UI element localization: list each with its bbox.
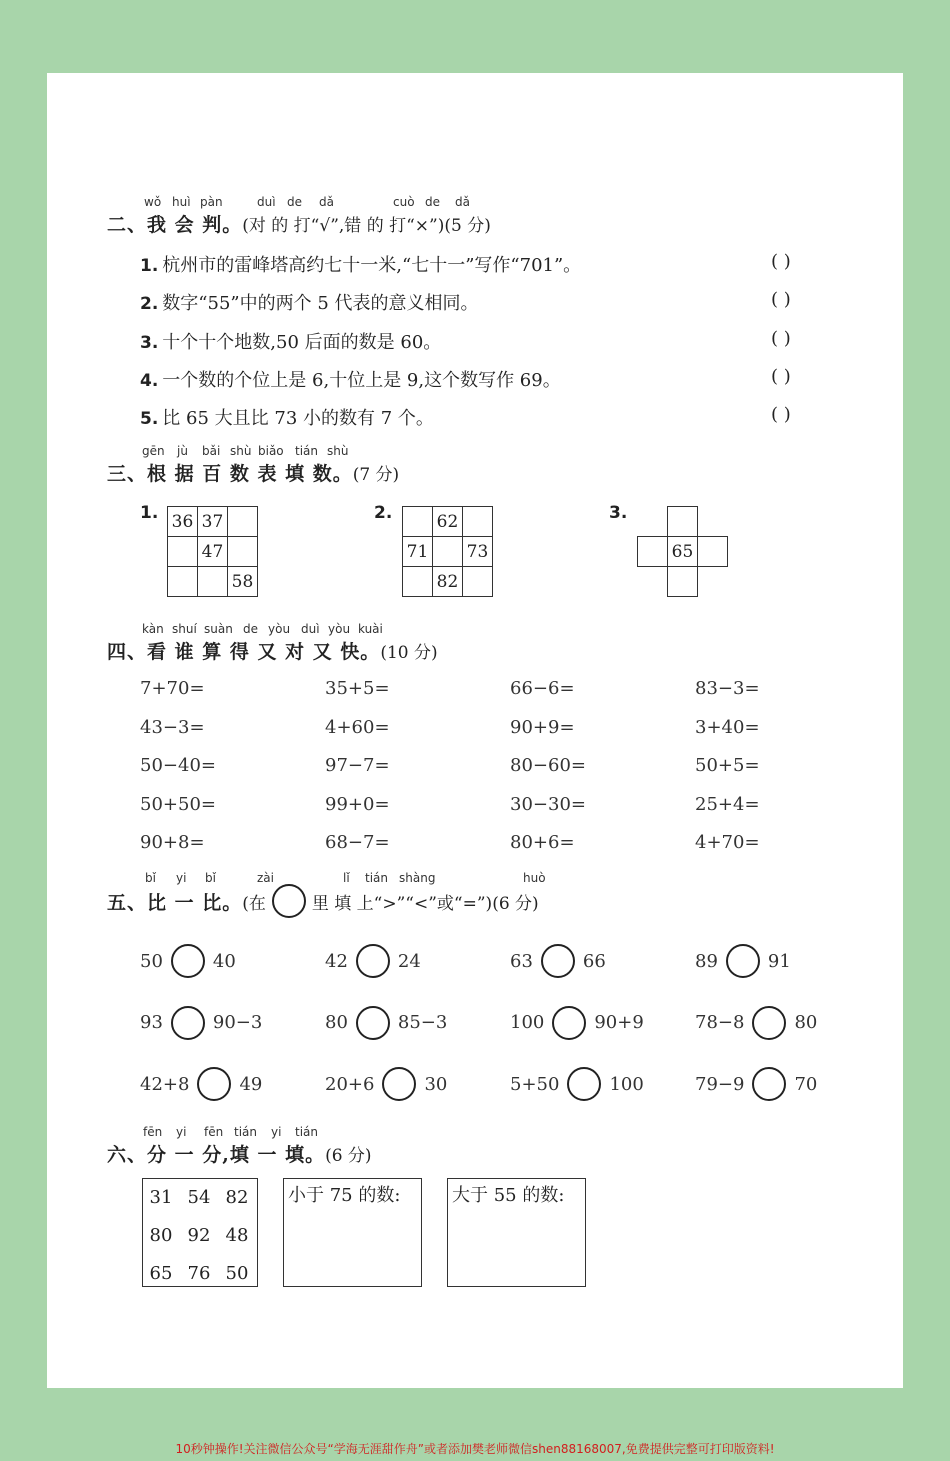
compare-item bbox=[325, 944, 421, 978]
s3-pinyin-3: bǎi bbox=[202, 444, 221, 458]
calc-problem[interactable]: 43−3= bbox=[140, 716, 205, 738]
s2-pinyin-8: de bbox=[425, 195, 440, 209]
calc-problem[interactable]: 50+5= bbox=[695, 755, 760, 776]
grid-cell[interactable] bbox=[198, 567, 228, 597]
compare-left: 79−9 bbox=[695, 1073, 745, 1095]
grid-cell: 37 bbox=[198, 507, 228, 537]
answer-circle-icon[interactable] bbox=[726, 944, 760, 978]
s2-answer-5[interactable]: ( ) bbox=[771, 404, 791, 425]
grid-cell[interactable] bbox=[668, 567, 698, 597]
s2-pinyin-5: de bbox=[287, 195, 302, 209]
grid-cell: 65 bbox=[668, 537, 698, 567]
s3-grid-1 bbox=[167, 506, 258, 597]
grid-cell[interactable] bbox=[698, 537, 728, 567]
grid-cell: 71 bbox=[403, 537, 433, 567]
s2-item-4-num: 4. bbox=[140, 371, 159, 391]
s5-pinyin-8: huò bbox=[523, 871, 546, 885]
grid-cell: 62 bbox=[433, 507, 463, 537]
grid-cell[interactable] bbox=[668, 507, 698, 537]
grid-cell[interactable] bbox=[463, 507, 493, 537]
calc-problem[interactable]: 66−6= bbox=[510, 678, 575, 699]
empty-cell bbox=[638, 567, 668, 597]
s3-pinyin-4: shù bbox=[230, 444, 252, 458]
circle-icon bbox=[272, 884, 306, 918]
compare-right: 91 bbox=[767, 950, 791, 972]
answer-circle-icon[interactable] bbox=[171, 944, 205, 978]
s3-title bbox=[107, 459, 399, 486]
s6-pinyin-4: tián bbox=[234, 1125, 257, 1139]
s4-title bbox=[107, 637, 438, 664]
answer-circle-icon[interactable] bbox=[356, 944, 390, 978]
s6-title-sub: (6 分) bbox=[325, 1146, 372, 1166]
compare-right: 80 bbox=[794, 1012, 818, 1033]
grid-cell[interactable] bbox=[403, 567, 433, 597]
number-cell: 80 bbox=[149, 1224, 173, 1246]
answer-circle-icon[interactable] bbox=[567, 1067, 601, 1101]
compare-item bbox=[695, 1067, 817, 1101]
s5-pinyin-2: yi bbox=[176, 871, 187, 885]
grid-cell: 73 bbox=[463, 537, 493, 567]
empty-cell bbox=[638, 507, 668, 537]
compare-right: 66 bbox=[582, 950, 606, 972]
compare-left: 80 bbox=[325, 1012, 348, 1033]
s2-title-text: 二、我 会 判。 bbox=[107, 214, 243, 236]
s2-item-2 bbox=[140, 289, 479, 315]
s2-pinyin-4: duì bbox=[257, 195, 276, 209]
s2-answer-4[interactable]: ( ) bbox=[771, 366, 791, 387]
s2-item-2-num: 2. bbox=[140, 294, 159, 314]
compare-right: 100 bbox=[609, 1073, 644, 1095]
s2-answer-3[interactable]: ( ) bbox=[771, 328, 791, 349]
compare-item bbox=[510, 1006, 644, 1040]
less-than-75-box[interactable] bbox=[283, 1178, 422, 1287]
s5-title bbox=[107, 884, 539, 918]
number-cell: 50 bbox=[225, 1262, 249, 1284]
answer-circle-icon[interactable] bbox=[752, 1006, 786, 1040]
number-cell: 76 bbox=[187, 1262, 211, 1284]
empty-cell bbox=[698, 507, 728, 537]
compare-left: 42+8 bbox=[140, 1073, 190, 1095]
compare-right: 90+9 bbox=[594, 1012, 644, 1033]
s2-pinyin-1: wǒ bbox=[144, 195, 162, 209]
s2-item-3 bbox=[140, 328, 441, 354]
calc-problem[interactable]: 90+8= bbox=[140, 832, 205, 853]
s5-pinyin-1: bǐ bbox=[145, 871, 156, 885]
compare-item bbox=[140, 1067, 262, 1101]
calc-problem[interactable]: 80+6= bbox=[510, 832, 575, 853]
s5-pinyin-6: tián bbox=[365, 871, 388, 885]
s3-pinyin-7: shù bbox=[327, 444, 349, 458]
worksheet-page bbox=[47, 73, 903, 1388]
calc-problem[interactable]: 4+70= bbox=[695, 832, 760, 853]
s2-item-5-num: 5. bbox=[140, 409, 159, 429]
number-cell: 54 bbox=[187, 1186, 211, 1208]
calc-problem[interactable]: 50+50= bbox=[140, 793, 216, 815]
s6-pinyin-3: fēn bbox=[204, 1125, 224, 1139]
s2-item-2-text: 数字“55”中的两个 5 代表的意义相同。 bbox=[162, 293, 479, 314]
s4-pinyin-6: duì bbox=[301, 622, 320, 636]
calc-problem[interactable]: 80−60= bbox=[510, 755, 586, 776]
compare-left: 78−8 bbox=[695, 1012, 745, 1033]
compare-left: 89 bbox=[695, 950, 718, 972]
s6-pinyin-6: tián bbox=[295, 1125, 318, 1139]
compare-item bbox=[140, 1006, 262, 1040]
s6-pinyin-2: yi bbox=[176, 1125, 187, 1139]
s6-pinyin-1: fēn bbox=[143, 1125, 163, 1139]
compare-right: 30 bbox=[424, 1073, 448, 1095]
grid-cell: 36 bbox=[168, 507, 198, 537]
calc-problem[interactable]: 30−30= bbox=[510, 793, 586, 815]
s4-title-sub: (10 分) bbox=[380, 643, 438, 663]
s3-label-3: 3. bbox=[609, 503, 628, 523]
s2-item-4-text: 一个数的个位上是 6,十位上是 9,这个数写作 69。 bbox=[162, 370, 561, 391]
calc-problem[interactable]: 90+9= bbox=[510, 716, 575, 738]
grid-cell[interactable] bbox=[433, 537, 463, 567]
s2-title-sub: (对 的 打“√”,错 的 打“×”)(5 分) bbox=[242, 216, 491, 236]
s3-pinyin-1: gēn bbox=[142, 444, 165, 458]
grid-cell[interactable] bbox=[228, 537, 258, 567]
compare-right: 49 bbox=[239, 1073, 263, 1095]
s3-pinyin-2: jù bbox=[177, 444, 188, 458]
number-cell: 65 bbox=[149, 1262, 173, 1284]
answer-circle-icon[interactable] bbox=[382, 1067, 416, 1101]
s3-label-1: 1. bbox=[140, 503, 159, 523]
number-cell: 31 bbox=[149, 1186, 173, 1208]
s2-pinyin-3: pàn bbox=[200, 195, 223, 209]
s2-item-5 bbox=[140, 404, 434, 430]
s2-pinyin-2: huì bbox=[172, 195, 191, 209]
compare-left: 93 bbox=[140, 1012, 163, 1033]
answer-circle-icon[interactable] bbox=[552, 1006, 586, 1040]
compare-item bbox=[510, 944, 606, 978]
s5-pinyin-3: bǐ bbox=[205, 871, 216, 885]
compare-item bbox=[695, 1006, 817, 1040]
compare-item bbox=[325, 1006, 447, 1040]
s3-grid-3 bbox=[637, 506, 728, 597]
s6-title bbox=[107, 1140, 372, 1167]
calc-problem[interactable]: 97−7= bbox=[325, 755, 390, 776]
answer-circle-icon[interactable] bbox=[752, 1067, 786, 1101]
number-cell: 48 bbox=[225, 1224, 249, 1246]
calc-problem[interactable]: 25+4= bbox=[695, 793, 760, 815]
compare-right: 24 bbox=[397, 950, 421, 972]
answer-circle-icon[interactable] bbox=[356, 1006, 390, 1040]
number-cell: 92 bbox=[187, 1224, 211, 1246]
empty-cell bbox=[698, 567, 728, 597]
calc-problem[interactable]: 4+60= bbox=[325, 716, 390, 738]
s4-pinyin-3: suàn bbox=[204, 622, 233, 636]
grid-cell[interactable] bbox=[168, 567, 198, 597]
less-than-75-label: 小于 75 的数: bbox=[288, 1185, 401, 1206]
calc-problem[interactable]: 50−40= bbox=[140, 755, 216, 776]
calc-problem[interactable]: 35+5= bbox=[325, 678, 390, 699]
s3-grid-2 bbox=[402, 506, 493, 597]
answer-circle-icon[interactable] bbox=[197, 1067, 231, 1101]
s2-answer-2[interactable]: ( ) bbox=[771, 289, 791, 310]
s5-pinyin-4: zài bbox=[257, 871, 274, 885]
s2-answer-1[interactable]: ( ) bbox=[771, 251, 791, 272]
calc-problem[interactable]: 68−7= bbox=[325, 832, 390, 853]
grid-cell[interactable] bbox=[638, 537, 668, 567]
grid-cell[interactable] bbox=[168, 537, 198, 567]
compare-item bbox=[695, 944, 791, 978]
s5-pinyin-7: shàng bbox=[399, 871, 436, 885]
compare-item bbox=[140, 944, 236, 978]
s2-pinyin-7: cuò bbox=[393, 195, 415, 209]
compare-right: 70 bbox=[794, 1073, 818, 1095]
number-table bbox=[142, 1178, 256, 1292]
s3-title-sub: (7 分) bbox=[352, 465, 400, 485]
grid-cell[interactable] bbox=[228, 507, 258, 537]
number-cell: 82 bbox=[225, 1186, 249, 1208]
s2-item-5-text: 比 65 大且比 73 小的数有 7 个。 bbox=[162, 408, 434, 429]
compare-left: 63 bbox=[510, 950, 533, 972]
s2-item-3-text: 十个十个地数,50 后面的数是 60。 bbox=[162, 332, 442, 353]
s4-pinyin-1: kàn bbox=[142, 622, 164, 636]
s2-item-4 bbox=[140, 366, 561, 392]
s3-pinyin-5: biǎo bbox=[258, 444, 284, 458]
compare-left: 20+6 bbox=[325, 1073, 375, 1095]
grid-cell: 58 bbox=[228, 567, 258, 597]
number-box bbox=[142, 1178, 258, 1287]
s3-title-text: 三、根 据 百 数 表 填 数。 bbox=[107, 463, 353, 485]
s3-label-2: 2. bbox=[374, 503, 393, 523]
grid-cell: 82 bbox=[433, 567, 463, 597]
s5-pinyin-5: lǐ bbox=[343, 871, 350, 885]
compare-right: 90−3 bbox=[212, 1012, 263, 1033]
s5-title-sub-b: 里 填 上“>”“<”或“=”)(6 分) bbox=[311, 893, 539, 914]
s2-item-1-num: 1. bbox=[140, 256, 159, 276]
s4-pinyin-5: yòu bbox=[268, 622, 291, 636]
greater-than-55-label: 大于 55 的数: bbox=[452, 1185, 565, 1206]
grid-cell[interactable] bbox=[403, 507, 433, 537]
s4-title-text: 四、看 谁 算 得 又 对 又 快。 bbox=[107, 641, 381, 663]
answer-circle-icon[interactable] bbox=[541, 944, 575, 978]
s3-pinyin-6: tián bbox=[295, 444, 318, 458]
answer-circle-icon[interactable] bbox=[171, 1006, 205, 1040]
s5-title-text: 五、比 一 比。 bbox=[107, 891, 243, 914]
s2-item-1 bbox=[140, 251, 581, 277]
compare-left: 100 bbox=[510, 1012, 545, 1033]
greater-than-55-box[interactable] bbox=[447, 1178, 586, 1287]
s4-pinyin-8: kuài bbox=[358, 622, 383, 636]
calc-problem[interactable]: 7+70= bbox=[140, 678, 205, 699]
calc-problem[interactable]: 3+40= bbox=[695, 716, 760, 738]
compare-item bbox=[325, 1067, 447, 1101]
compare-left: 42 bbox=[325, 950, 348, 972]
grid-cell[interactable] bbox=[463, 567, 493, 597]
s2-pinyin-6: dǎ bbox=[319, 195, 334, 209]
s2-pinyin-9: dǎ bbox=[455, 195, 470, 209]
s2-item-3-num: 3. bbox=[140, 333, 159, 353]
grid-cell: 47 bbox=[198, 537, 228, 567]
s2-title bbox=[107, 210, 491, 237]
s6-title-text: 六、分 一 分,填 一 填。 bbox=[107, 1144, 326, 1166]
compare-item bbox=[510, 1067, 644, 1101]
compare-left: 50 bbox=[140, 950, 163, 972]
s2-item-1-text: 杭州市的雷峰塔高约七十一米,“七十一”写作“701”。 bbox=[162, 255, 582, 276]
footer-note: 10秒钟操作!关注微信公众号“学海无涯甜作舟”或者添加樊老师微信shen88168007,免费提供完整可打印版资料! bbox=[175, 1442, 775, 1456]
calc-problem[interactable]: 99+0= bbox=[325, 793, 390, 815]
s4-pinyin-7: yòu bbox=[328, 622, 351, 636]
calc-problem[interactable]: 83−3= bbox=[695, 678, 760, 699]
s5-title-sub-a: (在 bbox=[242, 893, 266, 914]
s4-pinyin-4: de bbox=[243, 622, 258, 636]
s6-pinyin-5: yi bbox=[271, 1125, 282, 1139]
compare-right: 85−3 bbox=[397, 1012, 448, 1033]
s4-pinyin-2: shuí bbox=[172, 622, 197, 636]
compare-right: 40 bbox=[212, 950, 236, 972]
compare-left: 5+50 bbox=[510, 1073, 560, 1095]
